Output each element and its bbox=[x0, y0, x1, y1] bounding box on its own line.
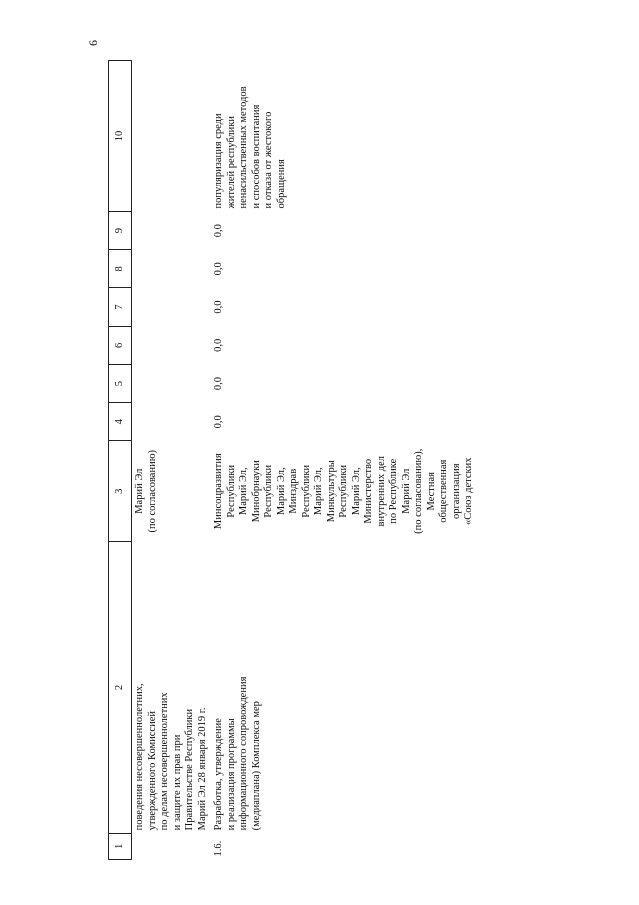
header-col-10: 10 bbox=[109, 61, 132, 212]
description-line: Разработка, утверждение bbox=[213, 718, 224, 831]
value-col-8 bbox=[132, 250, 212, 288]
result-line: и способов воспитания bbox=[250, 104, 262, 209]
table bbox=[108, 60, 478, 860]
header-col-1: 1 bbox=[109, 833, 132, 859]
description-line: по делам несовершеннолетних bbox=[159, 692, 170, 831]
executor-line: Минкультуры bbox=[325, 460, 337, 523]
executor-line: организация bbox=[450, 463, 462, 520]
executor-line: Министерство bbox=[363, 458, 374, 524]
executor-line: (по согласованию) bbox=[146, 449, 158, 533]
executor-line: Республики bbox=[225, 464, 237, 518]
header-col-6: 6 bbox=[109, 326, 132, 364]
description-line: Правительстве Республики bbox=[184, 708, 195, 831]
result-line: популяризация среди bbox=[213, 113, 224, 209]
value-col-5 bbox=[132, 364, 212, 402]
value-col-9 bbox=[132, 212, 212, 250]
value-col-7: 0,0 bbox=[213, 300, 224, 314]
header-col-4: 4 bbox=[109, 403, 132, 441]
value-col-9: 0,0 bbox=[213, 224, 224, 238]
measures-table bbox=[108, 60, 474, 860]
value-col-6: 0,0 bbox=[213, 338, 224, 352]
executor-line: Марий Эл, bbox=[350, 467, 362, 516]
page-number: 6 bbox=[86, 40, 100, 46]
row-description bbox=[211, 542, 478, 834]
value-col-7 bbox=[132, 288, 212, 326]
row-result bbox=[211, 61, 478, 212]
result-line: и отказа от жестокого bbox=[263, 111, 274, 209]
executor-line: общественная bbox=[438, 459, 449, 523]
executor-line: Республики bbox=[300, 464, 312, 518]
description-line: (медиаплана) Комплекса мер bbox=[250, 701, 262, 831]
description-line: и реализация программы bbox=[225, 718, 237, 831]
executor-line: Марий Эл bbox=[400, 468, 412, 514]
executor-line: Минобрнауки bbox=[250, 460, 262, 523]
executor-line: (по согласованию), bbox=[413, 448, 424, 534]
description-line: информационного сопровождения bbox=[238, 676, 249, 831]
row-executors bbox=[132, 441, 212, 542]
row-number: 1.6. bbox=[213, 840, 224, 857]
executor-line: Минздрав bbox=[288, 468, 299, 514]
description-line: утвержденного Комиссией bbox=[146, 711, 158, 831]
row-number bbox=[132, 833, 212, 859]
table-row bbox=[211, 61, 478, 860]
result-line: ненасильственных методов bbox=[238, 86, 249, 209]
row-result bbox=[132, 61, 212, 212]
executor-line: Марий Эл bbox=[134, 468, 145, 514]
executor-line: Минсоцразвития bbox=[213, 453, 224, 530]
executor-line: по Республике bbox=[388, 458, 399, 524]
header-col-9: 9 bbox=[109, 212, 132, 250]
row-executors bbox=[211, 441, 478, 542]
value-col-5: 0,0 bbox=[213, 377, 224, 391]
result-line: обращения bbox=[275, 159, 287, 209]
table-header-row bbox=[109, 61, 132, 860]
result-line: жителей республики bbox=[225, 116, 237, 209]
table-row bbox=[132, 61, 212, 860]
description-line: и защите их прав при bbox=[171, 734, 183, 831]
executor-line: внутренних дел bbox=[375, 456, 387, 527]
value-col-4 bbox=[132, 403, 212, 441]
executor-line: Марий Эл, bbox=[238, 467, 249, 516]
row-description bbox=[132, 542, 212, 834]
value-col-8: 0,0 bbox=[213, 262, 224, 276]
value-col-4: 0,0 bbox=[213, 415, 224, 429]
executor-line: Марий Эл, bbox=[313, 467, 324, 516]
description-line: Марий Эл 28 января 2019 г. bbox=[196, 707, 208, 831]
executor-line: Местная bbox=[425, 471, 437, 511]
executor-line: «Союз детских bbox=[463, 457, 474, 525]
executor-line: Республики bbox=[338, 464, 349, 518]
description-line: поведения несовершеннолетних, bbox=[134, 683, 145, 831]
header-col-3: 3 bbox=[109, 441, 132, 542]
header-col-7: 7 bbox=[109, 288, 132, 326]
header-col-5: 5 bbox=[109, 364, 132, 402]
executor-line: Республики bbox=[263, 464, 274, 518]
value-col-6 bbox=[132, 326, 212, 364]
header-col-8: 8 bbox=[109, 250, 132, 288]
executor-line: Марий Эл, bbox=[275, 467, 287, 516]
header-col-2: 2 bbox=[109, 542, 132, 834]
